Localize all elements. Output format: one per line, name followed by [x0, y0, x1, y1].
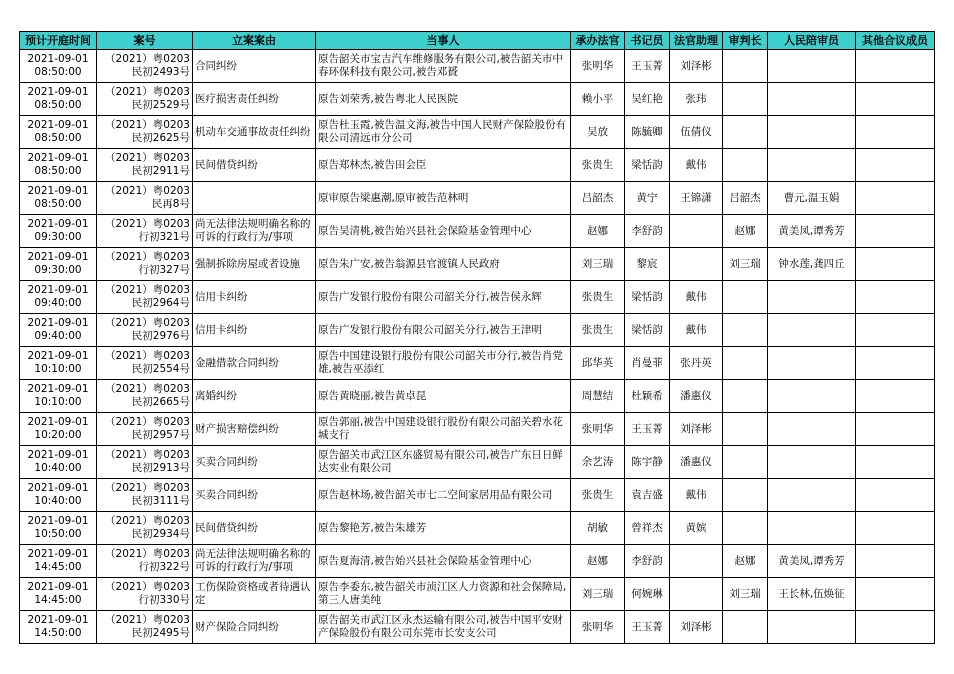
judge-cell: 余艺涛	[571, 446, 625, 479]
table-row	[20, 83, 935, 116]
table-row	[20, 611, 935, 644]
chief-judge-cell	[723, 83, 768, 116]
other-members-cell	[856, 314, 935, 347]
table-row	[20, 182, 935, 215]
other-members-cell	[856, 50, 935, 83]
case-number-cell	[97, 512, 193, 545]
table-row	[20, 116, 935, 149]
assistant-cell	[670, 215, 723, 248]
case-number-cell	[97, 50, 193, 83]
header-hearing-time: 预计开庭时间	[20, 32, 97, 50]
case-number-line1: （2021）粤0203	[105, 86, 190, 98]
assistant-cell: 潘惠仪	[670, 446, 723, 479]
hearing-time-line2: 09:30:00	[34, 264, 82, 276]
case-number-line1: （2021）粤0203	[105, 482, 190, 494]
clerk-cell: 黎宸	[625, 248, 670, 281]
cause-cell: 离婚纠纷	[193, 380, 316, 413]
chief-judge-cell: 刘三瑞	[723, 578, 768, 611]
hearing-time-line1: 2021-09-01	[27, 218, 89, 230]
clerk-cell: 梁恬韵	[625, 314, 670, 347]
table-row	[20, 281, 935, 314]
judge-cell: 张贵生	[571, 281, 625, 314]
case-number-cell	[97, 215, 193, 248]
case-number-cell	[97, 380, 193, 413]
other-members-cell	[856, 347, 935, 380]
parties-cell: 原告郑林杰,被告田会臣	[316, 149, 571, 182]
other-members-cell	[856, 578, 935, 611]
clerk-cell: 杜颖希	[625, 380, 670, 413]
cause-cell: 机动车交通事故责任纠纷	[193, 116, 316, 149]
clerk-cell: 陈宇静	[625, 446, 670, 479]
hearing-time-line1: 2021-09-01	[27, 482, 89, 494]
cause-cell	[193, 182, 316, 215]
hearing-time-line1: 2021-09-01	[27, 152, 89, 164]
clerk-cell: 王玉菁	[625, 50, 670, 83]
header-jurors: 人民陪审员	[768, 32, 856, 50]
header-case-number: 案号	[97, 32, 193, 50]
hearing-time-cell	[20, 611, 97, 644]
hearing-time-line1: 2021-09-01	[27, 383, 89, 395]
chief-judge-cell: 刘三瑞	[723, 248, 768, 281]
judge-cell: 吴放	[571, 116, 625, 149]
assistant-cell	[670, 545, 723, 578]
hearing-time-line2: 08:50:00	[34, 99, 82, 111]
case-number-cell	[97, 116, 193, 149]
case-number-line1: （2021）粤0203	[105, 284, 190, 296]
cause-cell: 金融借款合同纠纷	[193, 347, 316, 380]
case-number-line2: 民初2934号	[131, 528, 190, 540]
hearing-time-line1: 2021-09-01	[27, 581, 89, 593]
hearing-time-cell	[20, 83, 97, 116]
chief-judge-cell: 吕韶杰	[723, 182, 768, 215]
chief-judge-cell	[723, 512, 768, 545]
clerk-cell: 王玉菁	[625, 611, 670, 644]
assistant-cell: 刘泽彬	[670, 611, 723, 644]
jurors-cell: 钟水莲,龚四丘	[768, 248, 856, 281]
assistant-cell: 戴伟	[670, 314, 723, 347]
other-members-cell	[856, 182, 935, 215]
case-number-cell	[97, 314, 193, 347]
case-number-line2: 民再8号	[151, 198, 190, 210]
jurors-cell	[768, 380, 856, 413]
case-number-cell	[97, 347, 193, 380]
other-members-cell	[856, 512, 935, 545]
cause-cell: 工伤保险资格或者待遇认定	[193, 578, 316, 611]
clerk-cell: 袁吉盛	[625, 479, 670, 512]
cause-cell: 医疗损害责任纠纷	[193, 83, 316, 116]
judge-cell: 张贵生	[571, 149, 625, 182]
hearing-schedule-table	[19, 31, 935, 644]
table-row	[20, 149, 935, 182]
case-number-cell	[97, 83, 193, 116]
table-row	[20, 50, 935, 83]
hearing-time-line1: 2021-09-01	[27, 317, 89, 329]
parties-cell: 原告韶关市宝吉汽车维修服务有限公司,被告韶关市中春环保科技有限公司,被告邓贇	[316, 50, 571, 83]
hearing-time-line1: 2021-09-01	[27, 449, 89, 461]
case-number-line2: 行初322号	[138, 561, 190, 573]
jurors-cell: 黄美凤,谭秀芳	[768, 215, 856, 248]
parties-cell: 原告杜玉霞,被告温文海,被告中国人民财产保险股份有限公司清远市分公司	[316, 116, 571, 149]
case-number-line2: 民初2976号	[131, 330, 190, 342]
case-number-cell	[97, 149, 193, 182]
cause-cell: 民间借贷纠纷	[193, 149, 316, 182]
table-row	[20, 248, 935, 281]
jurors-cell	[768, 611, 856, 644]
cause-cell: 财产损害赔偿纠纷	[193, 413, 316, 446]
parties-cell: 原告李委东,被告韶关市浈江区人力资源和社会保障局,第三人唐美纯	[316, 578, 571, 611]
jurors-cell	[768, 479, 856, 512]
hearing-time-cell	[20, 50, 97, 83]
hearing-time-cell	[20, 479, 97, 512]
hearing-time-cell	[20, 380, 97, 413]
assistant-cell: 黄嫔	[670, 512, 723, 545]
table-row	[20, 512, 935, 545]
case-number-line1: （2021）粤0203	[105, 614, 190, 626]
case-number-line1: （2021）粤0203	[105, 251, 190, 263]
case-number-cell	[97, 248, 193, 281]
parties-cell: 原告吴清桃,被告始兴县社会保险基金管理中心	[316, 215, 571, 248]
other-members-cell	[856, 446, 935, 479]
jurors-cell	[768, 149, 856, 182]
parties-cell: 原告赵林场,被告韶关市七二空间家居用品有限公司	[316, 479, 571, 512]
table-row	[20, 545, 935, 578]
hearing-time-line2: 08:50:00	[34, 165, 82, 177]
case-number-line1: （2021）粤0203	[105, 581, 190, 593]
hearing-time-cell	[20, 413, 97, 446]
jurors-cell	[768, 281, 856, 314]
assistant-cell: 伍倩仪	[670, 116, 723, 149]
chief-judge-cell	[723, 446, 768, 479]
parties-cell: 原告刘荣秀,被告粤北人民医院	[316, 83, 571, 116]
parties-cell: 原告朱广安,被告翁源县官渡镇人民政府	[316, 248, 571, 281]
chief-judge-cell	[723, 413, 768, 446]
case-number-line2: 民初2554号	[131, 363, 190, 375]
judge-cell: 刘三瑞	[571, 248, 625, 281]
case-number-cell	[97, 578, 193, 611]
clerk-cell: 王玉菁	[625, 413, 670, 446]
hearing-time-line1: 2021-09-01	[27, 515, 89, 527]
case-number-line1: （2021）粤0203	[105, 449, 190, 461]
case-number-cell	[97, 281, 193, 314]
table-row	[20, 479, 935, 512]
assistant-cell: 张丹英	[670, 347, 723, 380]
table-row	[20, 314, 935, 347]
assistant-cell	[670, 578, 723, 611]
assistant-cell: 刘泽彬	[670, 50, 723, 83]
hearing-time-line1: 2021-09-01	[27, 251, 89, 263]
hearing-time-cell	[20, 248, 97, 281]
judge-cell: 张贵生	[571, 479, 625, 512]
header-other-members: 其他合议成员	[856, 32, 935, 50]
judge-cell: 邱华英	[571, 347, 625, 380]
judge-cell: 张明华	[571, 413, 625, 446]
table-row	[20, 380, 935, 413]
case-number-line1: （2021）粤0203	[105, 218, 190, 230]
hearing-time-line2: 14:45:00	[34, 561, 82, 573]
jurors-cell	[768, 413, 856, 446]
hearing-time-cell	[20, 314, 97, 347]
parties-cell: 原告广发银行股份有限公司韶关分行,被告王津明	[316, 314, 571, 347]
clerk-cell: 肖曼菲	[625, 347, 670, 380]
hearing-time-line2: 10:10:00	[34, 396, 82, 408]
assistant-cell: 潘惠仪	[670, 380, 723, 413]
other-members-cell	[856, 413, 935, 446]
clerk-cell: 曾祥杰	[625, 512, 670, 545]
case-number-line1: （2021）粤0203	[105, 152, 190, 164]
chief-judge-cell	[723, 479, 768, 512]
header-chief-judge: 审判长	[723, 32, 768, 50]
case-number-line1: （2021）粤0203	[105, 53, 190, 65]
clerk-cell: 黄宁	[625, 182, 670, 215]
other-members-cell	[856, 83, 935, 116]
hearing-time-line2: 10:50:00	[34, 528, 82, 540]
case-number-line2: 民初2913号	[131, 462, 190, 474]
case-number-line1: （2021）粤0203	[105, 548, 190, 560]
cause-cell: 买卖合同纠纷	[193, 446, 316, 479]
parties-cell: 原告广发银行股份有限公司韶关分行,被告侯永辉	[316, 281, 571, 314]
judge-cell: 周慧结	[571, 380, 625, 413]
case-number-line2: 民初2665号	[131, 396, 190, 408]
judge-cell: 赖小平	[571, 83, 625, 116]
case-number-line1: （2021）粤0203	[105, 350, 190, 362]
case-number-line2: 行初330号	[138, 594, 190, 606]
judge-cell: 张明华	[571, 611, 625, 644]
case-number-line2: 行初327号	[138, 264, 190, 276]
table-row	[20, 413, 935, 446]
chief-judge-cell	[723, 116, 768, 149]
assistant-cell: 刘泽彬	[670, 413, 723, 446]
chief-judge-cell	[723, 380, 768, 413]
chief-judge-cell	[723, 347, 768, 380]
case-number-cell	[97, 446, 193, 479]
clerk-cell: 梁恬韵	[625, 281, 670, 314]
judge-cell: 赵娜	[571, 215, 625, 248]
cause-cell: 合同纠纷	[193, 50, 316, 83]
chief-judge-cell	[723, 611, 768, 644]
other-members-cell	[856, 611, 935, 644]
case-number-line2: 民初3111号	[131, 495, 190, 507]
other-members-cell	[856, 248, 935, 281]
hearing-time-line1: 2021-09-01	[27, 284, 89, 296]
hearing-time-cell	[20, 149, 97, 182]
parties-cell: 原告黎艳芳,被告朱雄芳	[316, 512, 571, 545]
hearing-time-line2: 10:40:00	[34, 462, 82, 474]
clerk-cell: 吴红艳	[625, 83, 670, 116]
chief-judge-cell: 赵娜	[723, 545, 768, 578]
other-members-cell	[856, 281, 935, 314]
case-number-line2: 民初2493号	[131, 66, 190, 78]
case-number-line1: （2021）粤0203	[105, 383, 190, 395]
chief-judge-cell	[723, 50, 768, 83]
hearing-time-line2: 09:40:00	[34, 297, 82, 309]
chief-judge-cell	[723, 281, 768, 314]
case-number-line2: 民初2529号	[131, 99, 190, 111]
table-row	[20, 347, 935, 380]
parties-cell: 原告韶关市武江区东盛贸易有限公司,被告广东日日鲜达实业有限公司	[316, 446, 571, 479]
case-number-line2: 民初2911号	[131, 165, 190, 177]
case-number-cell	[97, 182, 193, 215]
header-row	[20, 32, 935, 50]
cause-cell: 信用卡纠纷	[193, 314, 316, 347]
header-parties: 当事人	[316, 32, 571, 50]
case-number-line2: 民初2625号	[131, 132, 190, 144]
cause-cell: 强制拆除房屋或者设施	[193, 248, 316, 281]
case-number-line1: （2021）粤0203	[105, 515, 190, 527]
case-number-cell	[97, 479, 193, 512]
header-judge: 承办法官	[571, 32, 625, 50]
assistant-cell: 戴伟	[670, 149, 723, 182]
hearing-time-line1: 2021-09-01	[27, 350, 89, 362]
other-members-cell	[856, 479, 935, 512]
case-number-line1: （2021）粤0203	[105, 119, 190, 131]
jurors-cell	[768, 347, 856, 380]
judge-cell: 胡敏	[571, 512, 625, 545]
hearing-time-line1: 2021-09-01	[27, 86, 89, 98]
hearing-time-line1: 2021-09-01	[27, 614, 89, 626]
judge-cell: 赵娜	[571, 545, 625, 578]
clerk-cell: 陈毓卿	[625, 116, 670, 149]
jurors-cell: 王长林,伍焕征	[768, 578, 856, 611]
parties-cell: 原告中国建设银行股份有限公司韶关市分行,被告肖党雄,被告巫添红	[316, 347, 571, 380]
judge-cell: 张明华	[571, 50, 625, 83]
hearing-time-cell	[20, 182, 97, 215]
clerk-cell: 李舒韵	[625, 215, 670, 248]
hearing-time-line1: 2021-09-01	[27, 119, 89, 131]
case-number-line1: （2021）粤0203	[105, 416, 190, 428]
jurors-cell	[768, 314, 856, 347]
hearing-time-cell	[20, 578, 97, 611]
other-members-cell	[856, 215, 935, 248]
case-number-cell	[97, 413, 193, 446]
assistant-cell: 戴伟	[670, 479, 723, 512]
clerk-cell: 李舒韵	[625, 545, 670, 578]
jurors-cell	[768, 83, 856, 116]
hearing-time-line2: 14:50:00	[34, 627, 82, 639]
hearing-time-cell	[20, 446, 97, 479]
parties-cell: 原告夏海清,被告始兴县社会保险基金管理中心	[316, 545, 571, 578]
jurors-cell: 黄美凤,谭秀芳	[768, 545, 856, 578]
cause-cell: 尚无法律法规明确名称的可诉的行政行为/事项	[193, 215, 316, 248]
header-cause: 立案案由	[193, 32, 316, 50]
clerk-cell: 梁恬韵	[625, 149, 670, 182]
hearing-time-line1: 2021-09-01	[27, 185, 89, 197]
hearing-time-line2: 08:50:00	[34, 66, 82, 78]
parties-cell: 原审原告梁惠潮,原审被告范林明	[316, 182, 571, 215]
judge-cell: 张贵生	[571, 314, 625, 347]
case-number-line2: 民初2964号	[131, 297, 190, 309]
hearing-time-cell	[20, 215, 97, 248]
case-number-cell	[97, 611, 193, 644]
hearing-time-line2: 10:20:00	[34, 429, 82, 441]
hearing-time-line2: 14:45:00	[34, 594, 82, 606]
other-members-cell	[856, 545, 935, 578]
parties-cell: 原告韶关市武江区永杰运输有限公司,被告中国平安财产保险股份有限公司东莞市长安支公司	[316, 611, 571, 644]
hearing-time-line2: 08:50:00	[34, 198, 82, 210]
jurors-cell	[768, 116, 856, 149]
parties-cell: 原告郭丽,被告中国建设银行股份有限公司韶关碧水花城支行	[316, 413, 571, 446]
case-number-line2: 行初321号	[138, 231, 190, 243]
hearing-time-line1: 2021-09-01	[27, 53, 89, 65]
hearing-time-line2: 09:40:00	[34, 330, 82, 342]
hearing-time-cell	[20, 512, 97, 545]
cause-cell: 信用卡纠纷	[193, 281, 316, 314]
chief-judge-cell	[723, 149, 768, 182]
hearing-time-cell	[20, 281, 97, 314]
table-row	[20, 446, 935, 479]
cause-cell: 财产保险合同纠纷	[193, 611, 316, 644]
other-members-cell	[856, 149, 935, 182]
hearing-time-line1: 2021-09-01	[27, 548, 89, 560]
hearing-time-line2: 08:50:00	[34, 132, 82, 144]
assistant-cell	[670, 248, 723, 281]
clerk-cell: 何婉琳	[625, 578, 670, 611]
header-clerk: 书记员	[625, 32, 670, 50]
case-number-line1: （2021）粤0203	[105, 185, 190, 197]
jurors-cell	[768, 446, 856, 479]
assistant-cell: 张玮	[670, 83, 723, 116]
header-assistant: 法官助理	[670, 32, 723, 50]
case-number-line1: （2021）粤0203	[105, 317, 190, 329]
hearing-time-line2: 10:40:00	[34, 495, 82, 507]
case-number-cell	[97, 545, 193, 578]
jurors-cell: 曹元,温玉娟	[768, 182, 856, 215]
cause-cell: 民间借贷纠纷	[193, 512, 316, 545]
case-number-line2: 民初2495号	[131, 627, 190, 639]
table-row	[20, 578, 935, 611]
hearing-time-cell	[20, 545, 97, 578]
judge-cell: 刘三瑞	[571, 578, 625, 611]
table-row	[20, 215, 935, 248]
chief-judge-cell	[723, 314, 768, 347]
judge-cell: 吕韶杰	[571, 182, 625, 215]
parties-cell: 原告黄晓丽,被告黄卓昆	[316, 380, 571, 413]
cause-cell: 尚无法律法规明确名称的可诉的行政行为/事项	[193, 545, 316, 578]
hearing-time-line2: 09:30:00	[34, 231, 82, 243]
hearing-time-cell	[20, 116, 97, 149]
assistant-cell: 戴伟	[670, 281, 723, 314]
hearing-time-line2: 10:10:00	[34, 363, 82, 375]
hearing-time-cell	[20, 347, 97, 380]
case-number-line2: 民初2957号	[131, 429, 190, 441]
jurors-cell	[768, 512, 856, 545]
jurors-cell	[768, 50, 856, 83]
chief-judge-cell: 赵娜	[723, 215, 768, 248]
other-members-cell	[856, 380, 935, 413]
hearing-time-line1: 2021-09-01	[27, 416, 89, 428]
other-members-cell	[856, 116, 935, 149]
assistant-cell: 王锦潇	[670, 182, 723, 215]
cause-cell: 买卖合同纠纷	[193, 479, 316, 512]
